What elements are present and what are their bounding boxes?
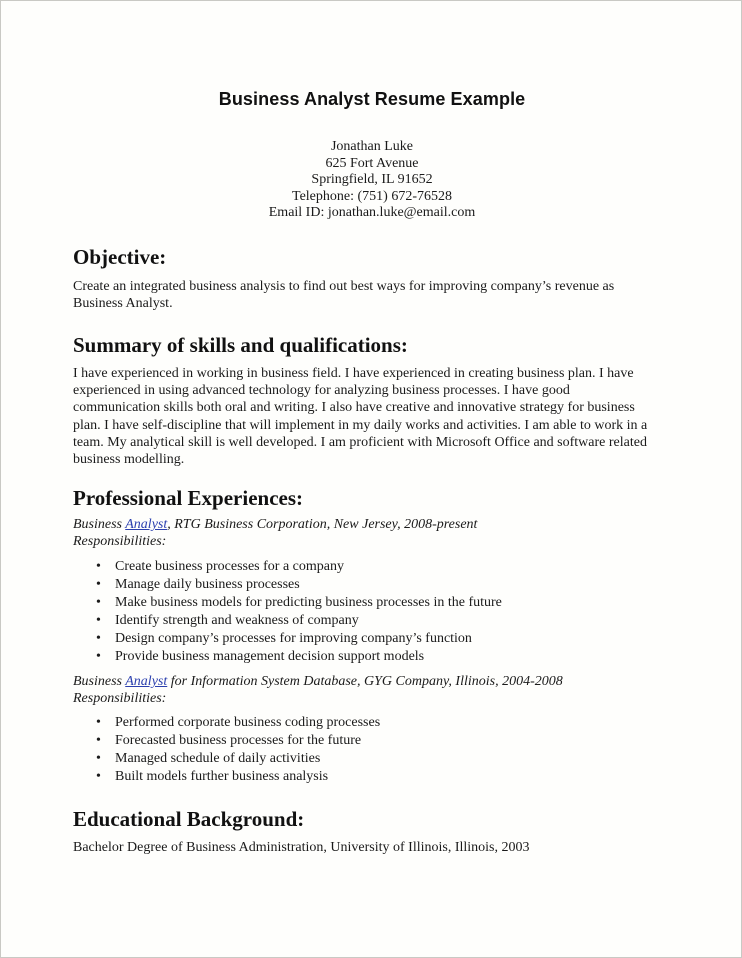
list-item: • Built models further business analysis	[96, 768, 380, 786]
analyst-link[interactable]: Analyst	[125, 517, 168, 532]
objective-heading: Objective:	[73, 245, 167, 269]
summary-line: plan. I have self-discipline that will implement in my daily works and activities. I am able to work in a	[73, 417, 648, 433]
education-line: Bachelor Degree of Business Administration, University of Illinois, Illinois, 2003	[73, 840, 530, 855]
summary-line: business modelling.	[73, 452, 185, 468]
list-item: • Performed corporate business coding processes	[96, 714, 380, 732]
list-item: • Make business models for predicting business processes in the future	[96, 594, 502, 612]
list-item: • Manage daily business processes	[96, 576, 502, 594]
job-title-suffix: for Information System Database, GYG Company, Illinois, 2004-2008	[167, 674, 563, 689]
job-1-responsibilities	[96, 558, 502, 666]
contact-email: Email ID: jonathan.luke@email.com	[268, 205, 476, 220]
summary-line: team. My analytical skill is well developed. I am proficient with Microsoft Office and software related	[73, 434, 647, 450]
job-title-prefix: Business	[73, 517, 126, 532]
list-item: • Create business processes for a company	[96, 558, 502, 576]
summary-line: experienced in using advanced technology for analyzing business processes. I have good	[73, 383, 570, 399]
contact-name: Jonathan Luke	[330, 139, 414, 154]
objective-text	[73, 278, 673, 312]
job-1-title	[73, 517, 477, 534]
list-item: • Identify strength and weakness of company	[96, 612, 502, 630]
responsibilities-label: Responsibilities:	[73, 690, 167, 706]
responsibilities-label: Responsibilities:	[73, 533, 167, 549]
contact-telephone: Telephone: (751) 672-76528	[292, 188, 452, 204]
list-item: • Forecasted business processes for the future	[96, 732, 380, 750]
list-item: • Managed schedule of daily activities	[96, 750, 380, 768]
contact-block	[1, 139, 742, 222]
summary-line: I have experienced in working in business field. I have experienced in creating business plan. I have	[73, 366, 634, 381]
job-2-responsibilities	[96, 714, 380, 786]
job-2-title	[73, 674, 563, 691]
summary-heading: Summary of skills and qualifications:	[73, 333, 408, 357]
job-title-suffix: , RTG Business Corporation, New Jersey, 2008-present	[167, 517, 478, 532]
job-2-header	[73, 674, 563, 707]
list-item: • Design company’s processes for improving company’s function	[96, 630, 502, 648]
page-title: Business Analyst Resume Example	[218, 89, 526, 109]
job-title-prefix: Business	[73, 674, 126, 689]
list-item: • Provide business management decision support models	[96, 648, 502, 666]
contact-city: Springfield, IL 91652	[311, 172, 433, 187]
job-1-header	[73, 517, 477, 550]
education-heading: Educational Background:	[73, 807, 305, 831]
objective-line: Business Analyst.	[73, 296, 173, 312]
experience-heading: Professional Experiences:	[73, 486, 303, 510]
summary-text	[73, 365, 673, 468]
summary-line: communication skills both oral and writing. I also have creative and innovative strategy for business	[73, 400, 635, 416]
analyst-link[interactable]: Analyst	[125, 674, 168, 689]
education-text	[73, 839, 673, 856]
contact-address: 625 Fort Avenue	[325, 155, 419, 171]
objective-line: Create an integrated business analysis to find out best ways for improving company’s revenue as	[73, 279, 615, 294]
